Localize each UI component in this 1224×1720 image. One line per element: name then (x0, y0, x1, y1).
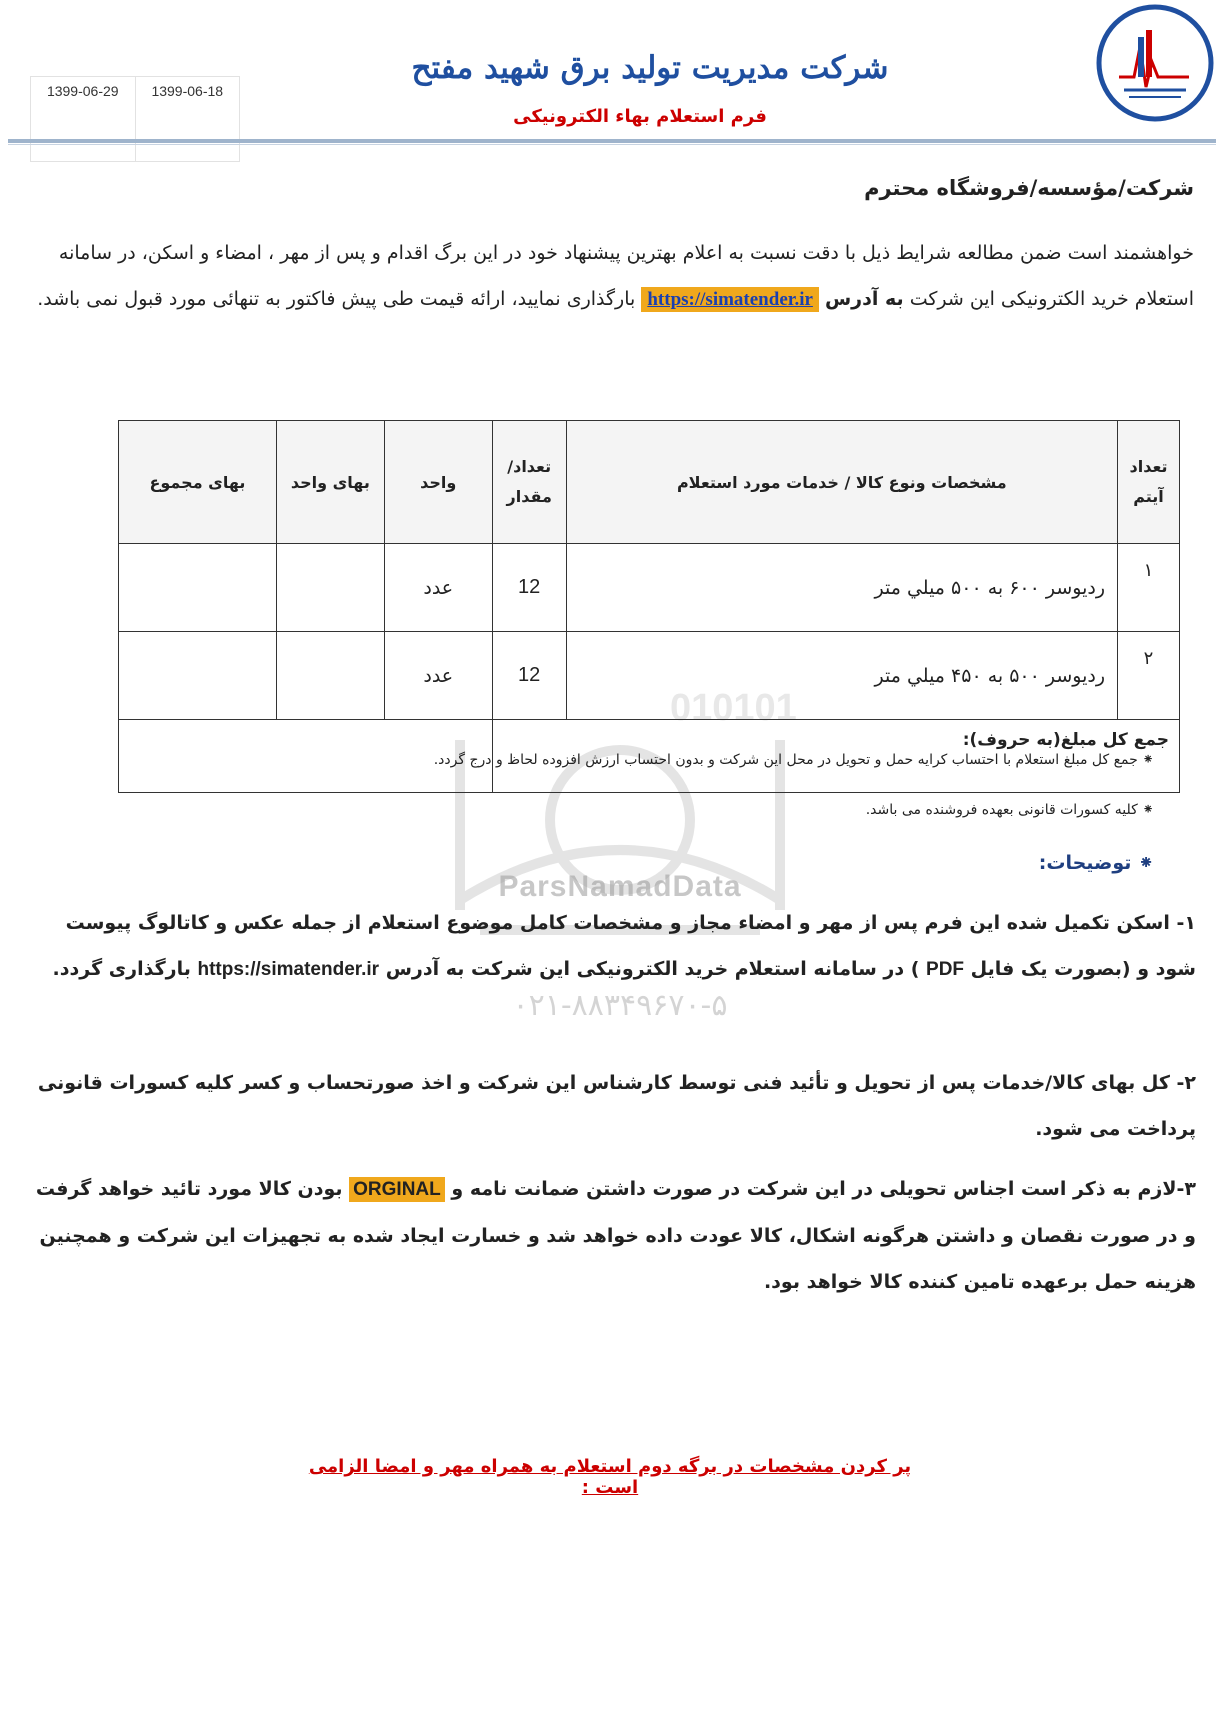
header-quantity: تعداد/ مقدار (492, 421, 566, 544)
company-logo-icon (1094, 2, 1216, 124)
header-description: مشخصات ونوع کالا / خدمات مورد استعلام (566, 421, 1117, 544)
footer-note: پر کردن مشخصات در برگه دوم استعلام به همراه مهر و امضا الزامی است : (308, 1456, 912, 1498)
explanations-title-text: توضیحات: (1038, 852, 1132, 874)
header-divider-thin (8, 144, 1216, 145)
header-item-no: تعداد آیتم (1118, 421, 1180, 544)
intro-url-link[interactable]: https://simatender.ir (641, 287, 819, 312)
p3-text-b: بودن کالا مورد تائید خواهد گرفت و در صورت نقصان و داشتن هرگونه اشکال، کالا عودت داده خواهد شد و خسارت ایجاد شده به تجهیزات این شرکت و همچنین هزینه حمل برعهده تامین کننده کالا خواهد بود. (35, 1178, 1196, 1293)
p1-text-c: بارگذاری گردد. (52, 958, 191, 980)
table-row (119, 632, 1180, 720)
row-number: ۲ (1118, 632, 1180, 720)
table-header-row (119, 421, 1180, 544)
row-total-price-field[interactable] (119, 632, 277, 720)
header-unit-price: بهای واحد (276, 421, 384, 544)
explanation-paragraph-1 (22, 900, 1196, 993)
date-box (30, 76, 240, 162)
intro-text-2: بارگذاری نمایید، ارائه قیمت طی پیش فاکتور به تنهائی مورد قبول نمی باشد. (37, 288, 636, 310)
intro-address-label: به آدرس (824, 288, 904, 310)
intro-paragraph (30, 230, 1194, 323)
row-description: ردیوسر ۵۰۰ به ۴۵۰ میلي متر (566, 632, 1117, 720)
row-unit-price-field[interactable] (276, 632, 384, 720)
p3-orginal-highlight: ORGINAL (349, 1177, 445, 1202)
row-unit: عدد (384, 544, 492, 632)
table-row (119, 544, 1180, 632)
form-title: فرم استعلام بهاء الکترونیکی (513, 106, 767, 127)
watermark-name: ParsNamadData (498, 870, 742, 903)
header-unit: واحد (384, 421, 492, 544)
note-deductions (54, 802, 1154, 818)
bullet-icon: ⁕ (1131, 852, 1154, 874)
watermark-phone: ۰۲۱-۸۸۳۴۹۶۷۰-۵ (512, 988, 728, 1023)
p1-url-link[interactable]: https://simatender.ir (197, 959, 380, 980)
explanation-paragraph-2: ۲- کل بهای کالا/خدمات پس از تحویل و تأئید فنی توسط کارشناس این شرکت و اخذ صورتحساب و کسر کلیه کسورات قانونی پرداخت می شود. (37, 1072, 1196, 1140)
row-quantity: 12 (492, 632, 566, 720)
row-total-price-field[interactable] (119, 544, 277, 632)
date-deadline: 1399-06-29 (46, 83, 119, 99)
addressee: شرکت/مؤسسه/فروشگاه محترم (864, 176, 1194, 200)
explanation-paragraph-3 (22, 1166, 1196, 1305)
note-deductions-text: کلیه کسورات قانونی بعهده فروشنده می باشد. (865, 802, 1138, 818)
p3-text-a: ۳-لازم به ذکر است اجناس تحویلی در این شرکت در صورت داشتن ضمانت نامه و (451, 1178, 1196, 1200)
header-total-price: بهای مجموع (119, 421, 277, 544)
watermark-digits: 010101 (670, 687, 797, 729)
note-shipping-text: جمع کل مبلغ استعلام با احتساب کرایه حمل و تحویل در محل این شرکت و بدون احتساب ارزش افزوده لحاظ و درج گردد. (433, 752, 1138, 768)
explanations-heading (1039, 852, 1154, 874)
items-table (118, 420, 1180, 793)
row-unit-price-field[interactable] (276, 544, 384, 632)
row-description: ردیوسر ۶۰۰ به ۵۰۰ میلي متر (566, 544, 1117, 632)
p1-pdf-label: PDF (926, 959, 965, 980)
note-shipping (54, 752, 1154, 768)
intro-text-1: خواهشمند است ضمن مطالعه شرایط ذیل با دقت نسبت به اعلام بهترین پیشنهاد خود در این برگ اقدام و پس از مهر ، امضاء و اسکن، در سامانه استعلام خرید الکترونیکی این شرکت (58, 242, 1194, 310)
bullet-icon: ⁕ (1137, 802, 1154, 818)
bullet-icon: ⁕ (1137, 752, 1154, 768)
date-issued: 1399-06-18 (135, 77, 240, 161)
row-unit: عدد (384, 632, 492, 720)
row-quantity: 12 (492, 544, 566, 632)
company-title: شرکت مدیریت تولید برق شهید مفتح (411, 50, 889, 86)
header-divider (8, 139, 1216, 143)
p1-text-a: ۱- اسکن تکمیل شده این فرم پس از مهر و امضاء مجاز و مشخصات کامل موضوع استعلام از جمله عکس و کاتالوگ پیوست شود و (بصورت یک فایل (65, 912, 1196, 980)
p1-text-b: ) در سامانه استعلام خرید الکترونیکی این شرکت به آدرس (385, 958, 920, 980)
row-number: ۱ (1118, 544, 1180, 632)
total-amount-label: جمع کل مبلغ(به حروف): (492, 720, 1179, 793)
